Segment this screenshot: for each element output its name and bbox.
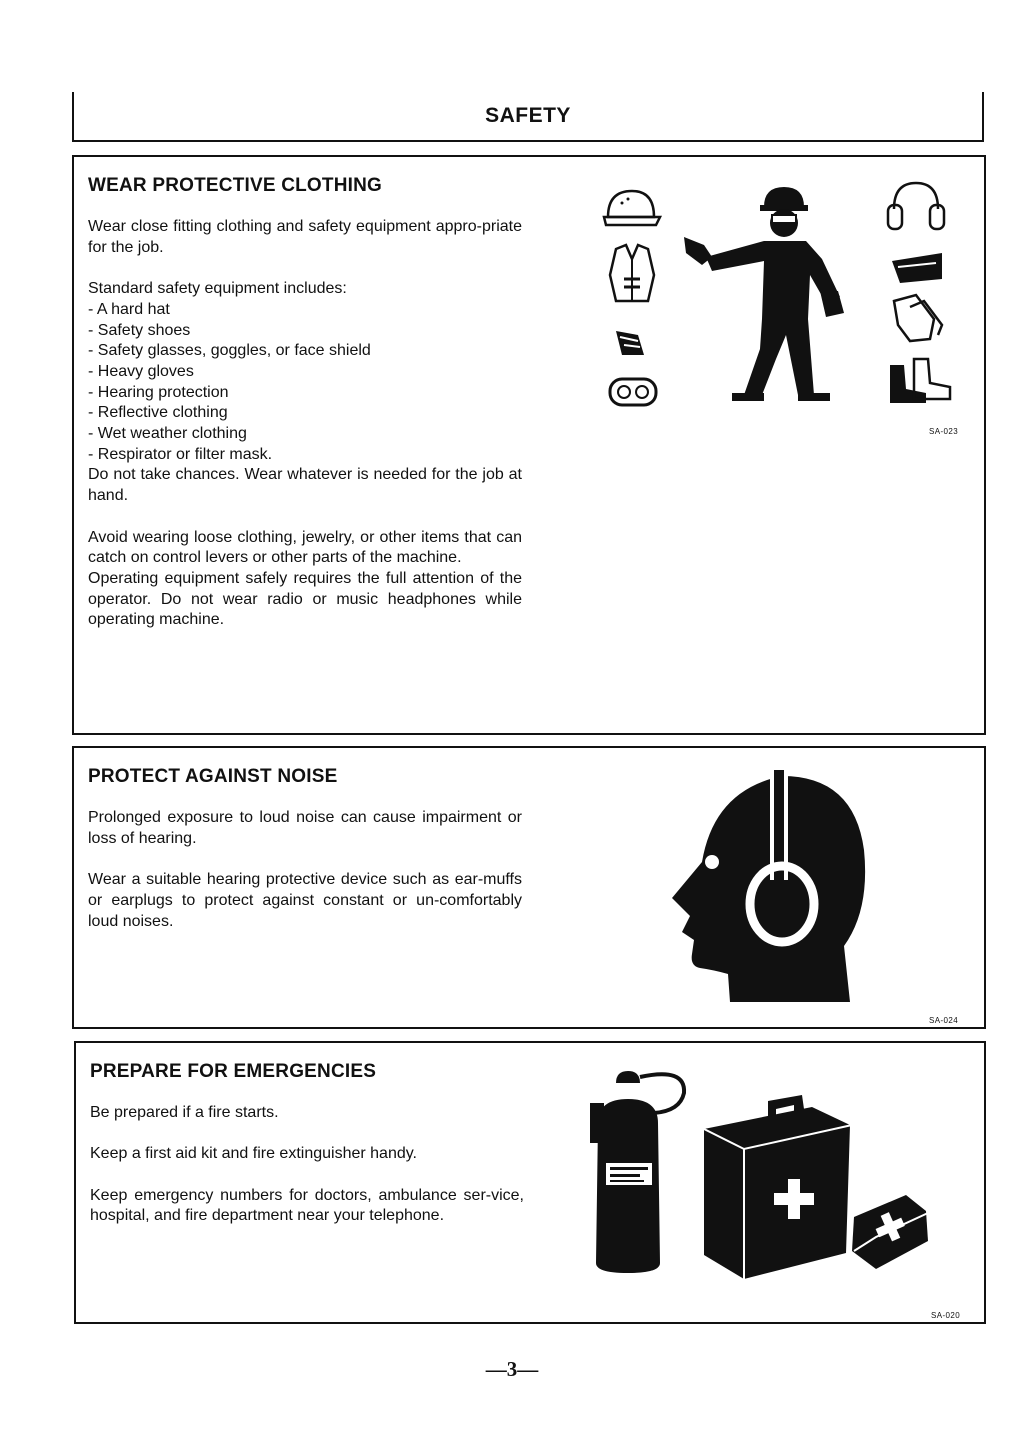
paragraph: Operating equipment safely requires the full attention of the operator. Do not wear radio or music headphones while operating machine. [88,569,522,629]
section-body [88,808,522,953]
worker-figure-icon [684,187,844,401]
emergency-equipment-illustration [576,1063,946,1283]
page-title: SAFETY [485,104,571,127]
figure-code: SA-023 [929,427,959,436]
list-item: - Wet weather clothing [88,425,247,443]
hard-hat-icon [604,191,660,225]
face-shield-icon [892,253,942,283]
list-item: - Hearing protection [88,383,229,401]
section-prepare-for-emergencies [74,1041,986,1324]
list-item: - Respirator or filter mask. [88,445,273,463]
paragraph: Keep a first aid kit and fire extinguisher handy. [90,1145,417,1163]
figure-code: SA-020 [931,1311,961,1320]
first-aid-case-icon [704,1095,852,1279]
list-item: - Heavy gloves [88,362,194,380]
list-item: - Safety glasses, goggles, or face shield [88,342,371,360]
paragraph: Be prepared if a fire starts. [90,1104,279,1121]
section-body [88,217,522,652]
page-header [72,92,984,142]
list-heading: Standard safety equipment includes: [88,280,347,298]
section-protect-against-noise [72,746,986,1029]
section-title: PROTECT AGAINST NOISE [88,766,338,787]
list-item: - A hard hat [88,300,170,318]
paragraph: Avoid wearing loose clothing, jewelry, or other items that can catch on control levers or other parts of the machine. [88,528,522,567]
ear-muffs-icon [888,183,944,229]
protective-equipment-illustration [594,179,964,419]
vest-icon [610,245,654,301]
paragraph: Wear a suitable hearing protective device such as ear-muffs or earplugs to protect against constant or un-comfortably loud noises. [88,871,522,930]
intro-paragraph: Wear close fitting clothing and safety equipment appro-priate for the job. [88,218,522,256]
list-item: - Safety shoes [88,321,191,339]
section-title: WEAR PROTECTIVE CLOTHING [88,175,383,196]
figure-code: SA-024 [929,1016,959,1025]
section-protective-clothing [72,155,986,735]
gloves-icon [894,295,942,341]
respirator-icon [616,331,644,355]
list-item: - Reflective clothing [88,404,228,422]
safety-boots-icon [890,359,950,403]
goggles-icon [610,379,656,405]
paragraph: Keep emergency numbers for doctors, ambulance ser-vice, hospital, and fire department near your telephone. [90,1186,524,1225]
paragraph: Prolonged exposure to loud noise can cause impairment or loss of hearing. [88,809,522,847]
small-first-aid-kit-icon [852,1195,928,1269]
page-number: —3— [485,1357,539,1381]
list-closing: Do not take chances. Wear whatever is needed for the job at hand. [88,466,522,505]
section-title: PREPARE FOR EMERGENCIES [90,1061,377,1082]
section-body [90,1103,524,1248]
fire-extinguisher-icon [590,1071,684,1273]
hearing-protection-head-icon [654,770,874,1006]
